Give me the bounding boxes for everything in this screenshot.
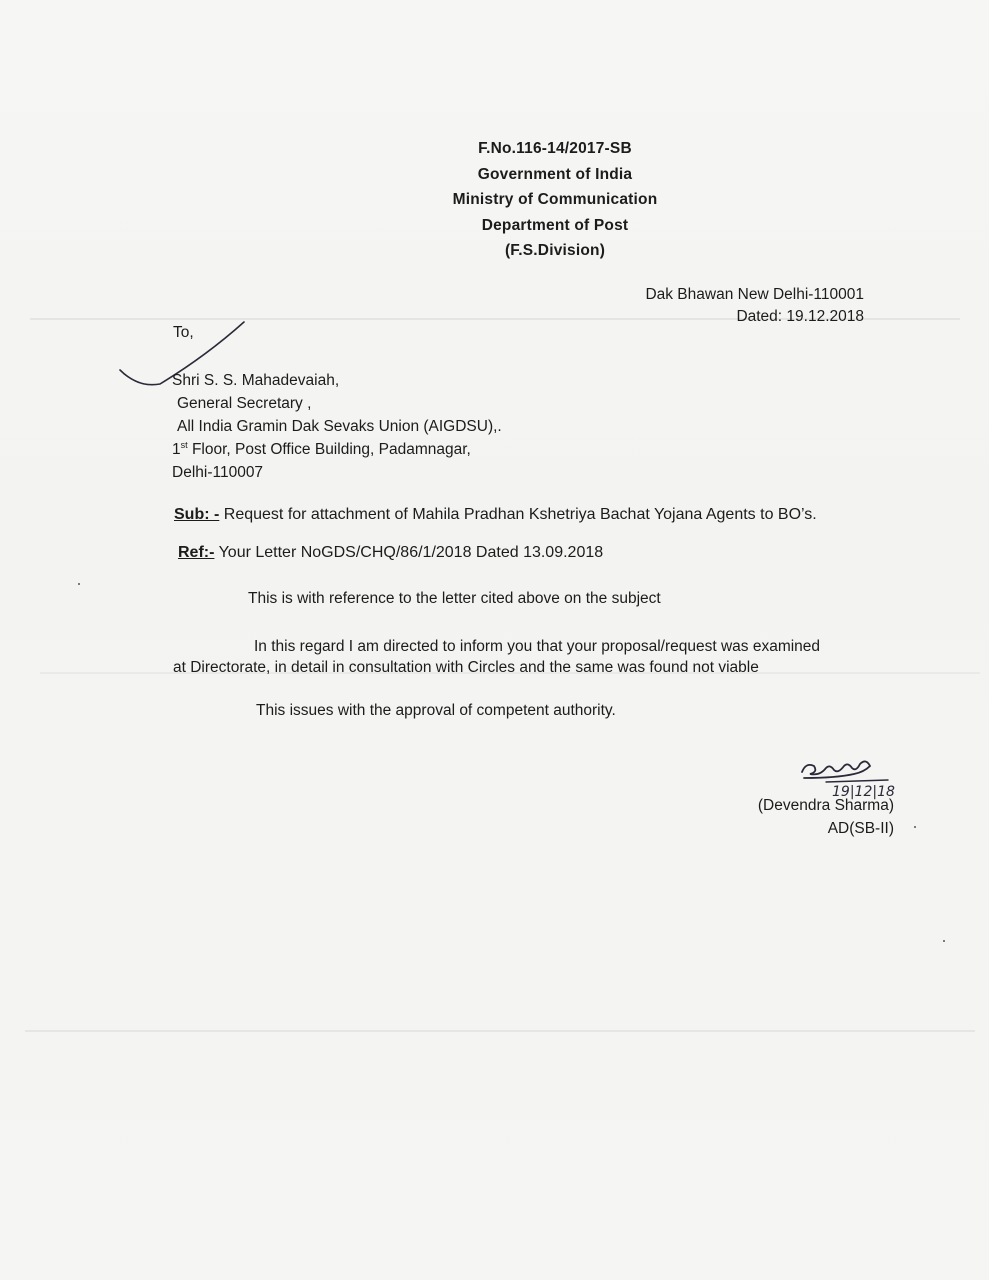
ministry-name: Ministry of Communication [452, 191, 658, 208]
subject-label: Sub: - [174, 506, 220, 523]
recipient-floor [172, 438, 502, 461]
office-address: Dak Bhawan New Delhi-110001 [645, 286, 864, 303]
signatory-name: (Devendra Sharma) [757, 797, 894, 814]
government-name: Government of India [477, 165, 633, 183]
recipient-designation: General Secretary , [177, 395, 312, 412]
body-paragraph-3: This issues with the approval of competent authority. [256, 702, 616, 719]
signature-date: 19|12|18 [832, 784, 895, 800]
scan-speck [78, 583, 80, 585]
signatory-block [758, 794, 894, 840]
letter-header [380, 136, 730, 264]
recipient-address [172, 369, 502, 484]
floor-number: 1 [172, 441, 181, 458]
body-paragraph-2-line-2: at Directorate, in detail in consultation with Circles and the same was found not viable [173, 659, 759, 676]
department-name: Department of Post [481, 216, 629, 234]
recipient-name: Shri S. S. Mahadevaiah, [172, 372, 340, 389]
subject-text: Request for attachment of Mahila Pradhan Kshetriya Bachat Yojana Agents to BO’s. [219, 506, 817, 523]
floor-superscript: st [180, 440, 188, 450]
reference-text: Your Letter NoGDS/CHQ/86/1/2018 Dated 13.09.2018 [214, 544, 604, 561]
scan-speck [914, 826, 916, 828]
division-name: (F.S.Division) [504, 242, 606, 259]
letter-date: Dated: 19.12.2018 [736, 308, 864, 325]
file-number: F.No.116-14/2017-SB [478, 140, 632, 157]
floor-rest: Floor, Post Office Building, Padamnagar, [187, 441, 471, 458]
reference-label: Ref:- [178, 544, 215, 561]
body-paragraph-2-line-1: In this regard I am directed to inform you that your proposal/request was examined [254, 638, 821, 655]
subject-line [174, 506, 817, 524]
scan-speck [943, 940, 945, 942]
recipient-organisation: All India Gramin Dak Sevaks Union (AIGDSU),. [177, 418, 502, 435]
body-paragraph-2 [173, 636, 820, 678]
recipient-city: Delhi-110007 [172, 464, 264, 481]
body-paragraph-1: This is with reference to the letter cited above on the subject [248, 590, 661, 607]
reference-line [178, 544, 603, 562]
signatory-designation: AD(SB-II) [827, 820, 894, 837]
scan-streak [25, 1030, 975, 1032]
place-date-block [645, 284, 864, 328]
to-label: To, [173, 324, 194, 341]
